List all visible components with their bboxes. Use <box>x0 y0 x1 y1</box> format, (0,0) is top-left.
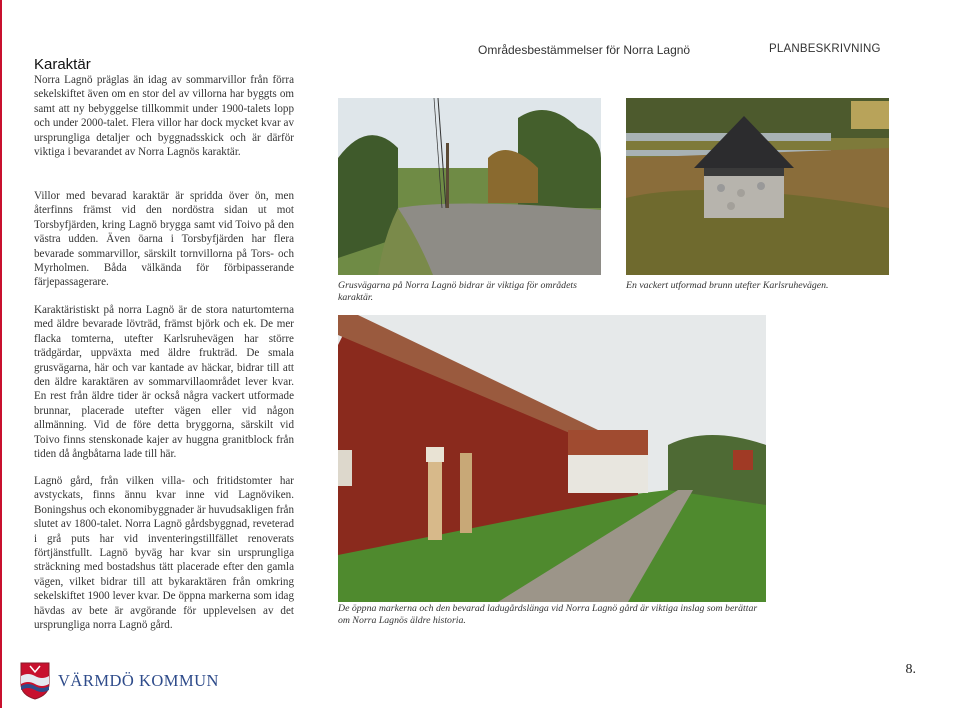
paragraph-lagno-gard: Lagnö gård, från vilken villa- och fritidstomter har avstyckats, finns ännu kvar inne vid Lagnöviken. Boningshus och ekonomibyggnader är huvudsakligen från slutet av 1800-talet. Norra Lagnö gårdsbyggnad, reveterad i grå puts har vid inventeringstillfället renoverats förtjänstfullt. Lagnö byväg har kvar sin ursprungliga sträckning med bostadshus tätt placerade efter den gamla vägen, vilket bidrar till att bykaraktären från omkring sekelskiftet 1900 lever kvar. De öppna markerna som idag hävdas av bete är avgörande för upplevelsen av det ursprungliga norra Lagnö gård. <box>34 475 294 632</box>
municipality-logo <box>20 662 219 700</box>
well-caption: En vackert utformad brunn utefter Karlsruhevägen. <box>626 280 829 291</box>
barn-photo <box>338 315 766 602</box>
page-number: 8. <box>905 662 916 677</box>
gravel-road-photo <box>338 98 601 275</box>
well-photo <box>626 98 889 275</box>
paragraph-intro: Norra Lagnö präglas än idag av sommarvillor från förra sekelskiftet även om en stor del av villorna har byggts om samt att ny bebyggelse tillkommit under 1900-talets lopp och under 2000-talet. Flera villor har dock mycket kvar av ursprungliga detaljer och byggnadsskick och är därför viktiga i bevarandet av Norra Lagnös karaktär. <box>34 74 294 159</box>
paragraph-villas: Villor med bevarad karaktär är spridda över ön, men återfinns främst vid den nordöstra sidan ut mot Torsbyfjärden, kring Lagnö brygga samt vid Toivo på den västra udden. Även öarna i Torsbyfjärden har flera bevarade sommarvillor, särskilt tornvillorna på Tors- och Myrholmen. Båda välkända för förbipasserande färjepassagerare. <box>34 190 294 289</box>
header-doc-type: PLANBESKRIVNING <box>769 43 881 55</box>
section-heading: Karaktär <box>34 56 91 73</box>
gravel-road-caption: Grusvägarna på Norra Lagnö bidrar är viktiga för områdets karaktär. <box>338 280 577 303</box>
barn-caption: De öppna markerna och den bevarad ladugårdslänga vid Norra Lagnö gård är viktiga inslag som berättar om Norra Lagnös äldre historia. <box>338 603 758 626</box>
paragraph-character: Karaktäristiskt på norra Lagnö är de stora naturtomterna med äldre bevarade lövträd, främst björk och ek. De mer flacka tomterna, utefter Karlsruhevägen har större trädgärdar, uppväxta med äldre frukträd. De smala grusvägarna, här och var kantade av häckar, bidrar till att den äldre karaktären av sommarvillaområdet lever kvar. En rest från äldre tider är också några vackert utformade brunnar, placerade utefter vägen eller vid någon allmänning. Vid de före detta bryggorna, särskilt vid Toivo finns stenskonade kajer av huggna granitblock från tiden då ångbåtarna lade till här. <box>34 304 294 461</box>
logo-text: VÄRMDÖ KOMMUN <box>58 671 219 690</box>
left-accent-rule <box>0 0 2 708</box>
header-section-title: Områdesbestämmelser för Norra Lagnö <box>478 43 691 57</box>
coat-of-arms-icon <box>20 662 50 700</box>
